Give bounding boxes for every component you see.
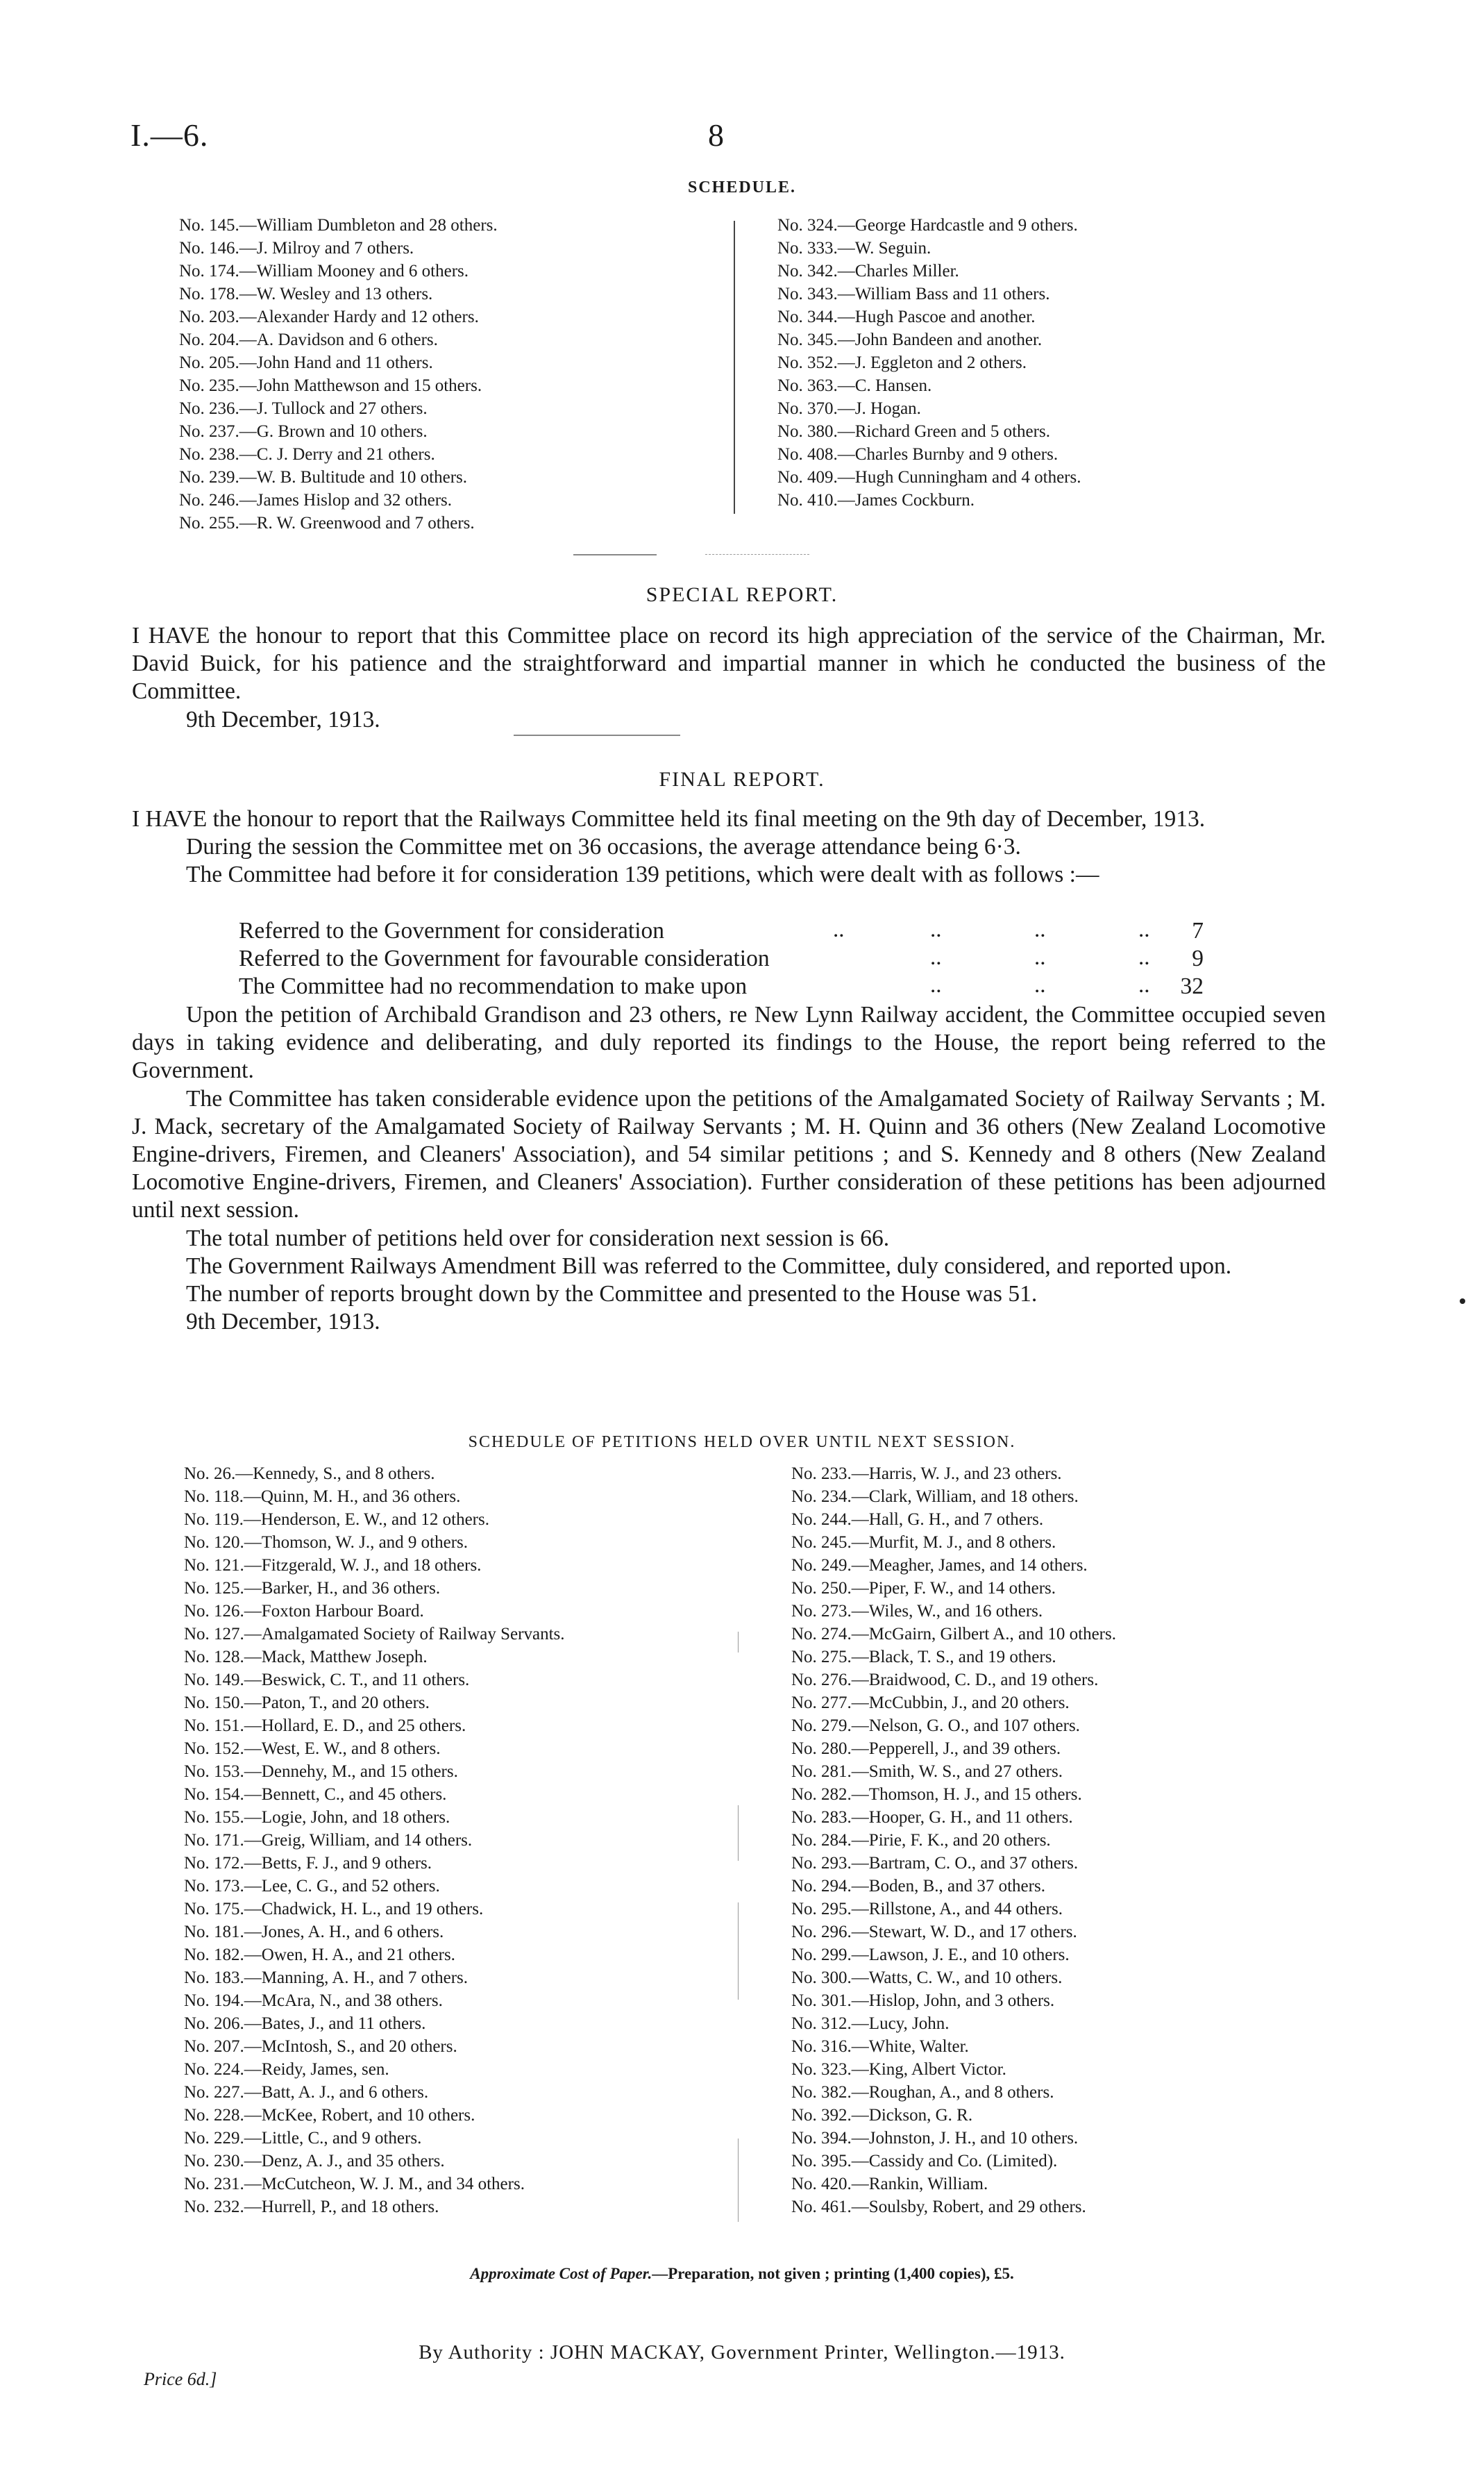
- final-report-p8: The number of reports brought down by the Committee and presented to the House was 51.: [186, 1281, 1038, 1307]
- held-over-entry: No. 461.—Soulsby, Robert, and 29 others.: [791, 2198, 1086, 2216]
- held-over-entry: No. 275.—Black, T. S., and 19 others.: [791, 1648, 1056, 1666]
- schedule-entry: No. 235.—John Matthewson and 15 others.: [179, 376, 482, 395]
- final-report-p7: The Government Railways Amendment Bill was referred to the Committee, duly considered, and reported upon.: [186, 1253, 1232, 1279]
- held-over-entry: No. 207.—McIntosh, S., and 20 others.: [184, 2037, 457, 2056]
- held-over-entry: No. 281.—Smith, W. S., and 27 others.: [791, 1762, 1063, 1781]
- schedule-entry: No. 344.—Hugh Pascoe and another.: [777, 308, 1036, 326]
- held-over-entry: No. 274.—McGairn, Gilbert A., and 10 others.: [791, 1625, 1116, 1643]
- held-over-entry: No. 194.—McAra, N., and 38 others.: [184, 1991, 443, 2010]
- held-over-entry: No. 155.—Logie, John, and 18 others.: [184, 1808, 450, 1827]
- held-over-entry: No. 228.—McKee, Robert, and 10 others.: [184, 2106, 475, 2125]
- special-report-date: 9th December, 1913.: [186, 706, 380, 733]
- schedule-entry: No. 145.—William Dumbleton and 28 others.: [179, 216, 498, 235]
- held-over-entry: No. 126.—Foxton Harbour Board.: [184, 1602, 424, 1621]
- divider: [514, 735, 680, 736]
- outcome-label: The Committee had no recommendation to make upon: [239, 973, 748, 1000]
- held-over-entry: No. 173.—Lee, C. G., and 52 others.: [184, 1877, 440, 1896]
- final-report-heading: FINAL REPORT.: [659, 768, 825, 791]
- outcome-value: 32: [1180, 973, 1204, 1000]
- schedule-entry: No. 345.—John Bandeen and another.: [777, 331, 1043, 349]
- held-over-entry: No. 206.—Bates, J., and 11 others.: [184, 2014, 426, 2033]
- held-over-entry: No. 128.—Mack, Matthew Joseph.: [184, 1648, 428, 1666]
- schedule-entry: No. 324.—George Hardcastle and 9 others.: [777, 216, 1078, 235]
- held-over-entry: No. 382.—Roughan, A., and 8 others.: [791, 2083, 1054, 2102]
- column-divider: [738, 1805, 739, 1861]
- held-over-entry: No. 295.—Rillstone, A., and 44 others.: [791, 1900, 1063, 1918]
- held-over-entry: No. 249.—Meagher, James, and 14 others.: [791, 1556, 1088, 1575]
- held-over-entry: No. 301.—Hislop, John, and 3 others.: [791, 1991, 1055, 2010]
- outcome-label: Referred to the Government for consideration: [239, 918, 665, 944]
- held-over-entry: No. 118.—Quinn, M. H., and 36 others.: [184, 1487, 461, 1506]
- held-over-entry: No. 294.—Boden, B., and 37 others.: [791, 1877, 1045, 1896]
- cost-text: —Preparation, not given ; printing (1,400 copies), £5.: [652, 2265, 1014, 2282]
- held-over-entry: No. 227.—Batt, A. J., and 6 others.: [184, 2083, 429, 2102]
- held-over-entry: No. 280.—Pepperell, J., and 39 others.: [791, 1739, 1061, 1758]
- special-report-body: [132, 622, 1326, 734]
- held-over-entry: No. 232.—Hurrell, P., and 18 others.: [184, 2198, 439, 2216]
- schedule-entry: No. 205.—John Hand and 11 others.: [179, 353, 433, 372]
- held-over-entry: No. 312.—Lucy, John.: [791, 2014, 950, 2033]
- held-over-entry: No. 149.—Beswick, C. T., and 11 others.: [184, 1671, 470, 1689]
- final-report-p4: Upon the petition of Archibald Grandison and 23 others, re New Lynn Railway accident, the Committee occupied seven days in taking evidence and deliberating, and duly reported its findings to the House, the report being referred to the Government.: [132, 1002, 1326, 1084]
- held-over-entry: No. 276.—Braidwood, C. D., and 19 others.: [791, 1671, 1099, 1689]
- schedule-entry: No. 370.—J. Hogan.: [777, 399, 921, 418]
- outcome-row: [239, 917, 1204, 945]
- held-over-entry: No. 121.—Fitzgerald, W. J., and 18 others.: [184, 1556, 482, 1575]
- outcome-value: 7: [1192, 918, 1204, 944]
- held-over-entry: No. 244.—Hall, G. H., and 7 others.: [791, 1510, 1044, 1529]
- page-number: 8: [708, 117, 724, 153]
- final-report-p5: The Committee has taken considerable evidence upon the petitions of the Amalgamated Society of Railway Servants ; M. J. Mack, secretary of the Amalgamated Society of Railway Servants ; M. H. Quinn and 36 others (New Zealand Locomotive Engine-drivers, Firemen, and Cleaners' Association), and 54 similar petitions ; and S. Kennedy and 8 others (New Zealand Locomotive Engine-drivers, Firemen, and Cleaners' Association). Further consideration of these petitions has been adjourned until next session.: [132, 1085, 1326, 1223]
- final-report-p3: The Committee had before it for consideration 139 petitions, which were dealt with as follows :—: [186, 862, 1099, 888]
- schedule-entry: No. 408.—Charles Burnby and 9 others.: [777, 445, 1059, 464]
- held-over-entry: No. 229.—Little, C., and 9 others.: [184, 2129, 422, 2148]
- held-over-entry: No. 181.—Jones, A. H., and 6 others.: [184, 1923, 444, 1941]
- cost-of-paper: [0, 2265, 1484, 2283]
- outcome-label: Referred to the Government for favourable consideration: [239, 946, 770, 972]
- final-report-p6: The total number of petitions held over for consideration next session is 66.: [186, 1225, 890, 1251]
- schedule-entry: No. 204.—A. Davidson and 6 others.: [179, 331, 438, 349]
- held-over-entry: No. 316.—White, Walter.: [791, 2037, 969, 2056]
- held-over-entry: No. 150.—Paton, T., and 20 others.: [184, 1693, 430, 1712]
- schedule-entry: No. 363.—C. Hansen.: [777, 376, 932, 395]
- held-over-entry: No. 299.—Lawson, J. E., and 10 others.: [791, 1946, 1070, 1964]
- held-over-entry: No. 127.—Amalgamated Society of Railway Servants.: [184, 1625, 565, 1643]
- held-over-entry: No. 282.—Thomson, H. J., and 15 others.: [791, 1785, 1082, 1804]
- special-report-heading: SPECIAL REPORT.: [646, 583, 838, 606]
- column-divider: [734, 221, 735, 514]
- final-report-date: 9th December, 1913.: [186, 1309, 380, 1335]
- divider: [573, 554, 657, 555]
- schedule-entry: No. 352.—J. Eggleton and 2 others.: [777, 353, 1027, 372]
- held-over-right-column: [791, 1462, 1116, 2218]
- schedule-entry: No. 236.—J. Tullock and 27 others.: [179, 399, 428, 418]
- schedule-entry: No. 203.—Alexander Hardy and 12 others.: [179, 308, 479, 326]
- held-over-entry: No. 245.—Murfit, M. J., and 8 others.: [791, 1533, 1056, 1552]
- held-over-entry: No. 26.—Kennedy, S., and 8 others.: [184, 1464, 435, 1483]
- schedule-entry: No. 146.—J. Milroy and 7 others.: [179, 239, 414, 258]
- held-over-entry: No. 152.—West, E. W., and 8 others.: [184, 1739, 441, 1758]
- held-over-entry: No. 172.—Betts, F. J., and 9 others.: [184, 1854, 432, 1873]
- held-over-entry: No. 171.—Greig, William, and 14 others.: [184, 1831, 473, 1850]
- schedule-entry: No. 238.—C. J. Derry and 21 others.: [179, 445, 435, 464]
- held-over-entry: No. 392.—Dickson, G. R.: [791, 2106, 973, 2125]
- held-over-entry: No. 296.—Stewart, W. D., and 17 others.: [791, 1923, 1077, 1941]
- petition-outcome-table: [239, 917, 1204, 1001]
- held-over-entry: No. 233.—Harris, W. J., and 23 others.: [791, 1464, 1062, 1483]
- held-over-entry: No. 277.—McCubbin, J., and 20 others.: [791, 1693, 1070, 1712]
- schedule-entry: No. 255.—R. W. Greenwood and 7 others.: [179, 514, 475, 533]
- final-report-body-bottom: [132, 1001, 1326, 1336]
- schedule-entry: No. 237.—G. Brown and 10 others.: [179, 422, 428, 441]
- held-over-entry: No. 323.—King, Albert Victor.: [791, 2060, 1006, 2079]
- final-report-body-top: [132, 805, 1326, 889]
- held-over-entry: No. 394.—Johnston, J. H., and 10 others.: [791, 2129, 1079, 2148]
- schedule-entry: No. 174.—William Mooney and 6 others.: [179, 262, 469, 281]
- held-over-entry: No. 154.—Bennett, C., and 45 others.: [184, 1785, 447, 1804]
- document-reference: I.—6.: [130, 117, 209, 153]
- column-divider: [738, 1632, 739, 1653]
- printer-authority: By Authority : JOHN MACKAY, Government Printer, Wellington.—1913.: [419, 2341, 1065, 2363]
- outcome-row: [239, 945, 1204, 973]
- schedule-right-column: [777, 214, 1081, 512]
- schedule-entry: No. 246.—James Hislop and 32 others.: [179, 491, 453, 510]
- final-report-p1: I HAVE the honour to report that the Railways Committee held its final meeting on the 9th day of December, 1913.: [132, 806, 1206, 832]
- held-over-entry: No. 234.—Clark, William, and 18 others.: [791, 1487, 1079, 1506]
- held-over-entry: No. 183.—Manning, A. H., and 7 others.: [184, 1968, 468, 1987]
- held-over-entry: No. 230.—Denz, A. J., and 35 others.: [184, 2152, 445, 2170]
- held-over-entry: No. 250.—Piper, F. W., and 14 others.: [791, 1579, 1056, 1598]
- schedule-entry: No. 380.—Richard Green and 5 others.: [777, 422, 1050, 441]
- held-over-entry: No. 395.—Cassidy and Co. (Limited).: [791, 2152, 1058, 2170]
- held-over-entry: No. 151.—Hollard, E. D., and 25 others.: [184, 1716, 466, 1735]
- cost-label: Approximate Cost of Paper.: [470, 2265, 652, 2282]
- held-over-left-column: [184, 1462, 565, 2218]
- column-divider: [738, 2139, 739, 2222]
- held-over-entry: No. 284.—Pirie, F. K., and 20 others.: [791, 1831, 1051, 1850]
- schedule-entry: No. 178.—W. Wesley and 13 others.: [179, 285, 433, 303]
- schedule-entry: No. 409.—Hugh Cunningham and 4 others.: [777, 468, 1081, 487]
- held-over-entry: No. 273.—Wiles, W., and 16 others.: [791, 1602, 1043, 1621]
- outcome-value: 9: [1192, 946, 1204, 972]
- held-over-title: SCHEDULE OF PETITIONS HELD OVER UNTIL NEXT SESSION.: [468, 1433, 1016, 1451]
- held-over-entry: No. 153.—Dennehy, M., and 15 others.: [184, 1762, 458, 1781]
- schedule-entry: No. 342.—Charles Miller.: [777, 262, 959, 281]
- held-over-entry: No. 283.—Hooper, G. H., and 11 others.: [791, 1808, 1073, 1827]
- price: Price 6d.]: [144, 2369, 217, 2389]
- schedule-entry: No. 343.—William Bass and 11 others.: [777, 285, 1050, 303]
- column-divider: [738, 1902, 739, 2000]
- held-over-entry: No. 420.—Rankin, William.: [791, 2175, 988, 2193]
- held-over-entry: No. 125.—Barker, H., and 36 others.: [184, 1579, 441, 1598]
- margin-mark: [1460, 1298, 1465, 1304]
- schedule-entry: No. 239.—W. B. Bultitude and 10 others.: [179, 468, 468, 487]
- held-over-entry: No. 300.—Watts, C. W., and 10 others.: [791, 1968, 1063, 1987]
- schedule-left-column: [179, 214, 498, 535]
- held-over-entry: No. 279.—Nelson, G. O., and 107 others.: [791, 1716, 1080, 1735]
- held-over-entry: No. 119.—Henderson, E. W., and 12 others.: [184, 1510, 489, 1529]
- schedule-entry: No. 410.—James Cockburn.: [777, 491, 975, 510]
- held-over-entry: No. 120.—Thomson, W. J., and 9 others.: [184, 1533, 469, 1552]
- schedule-title: SCHEDULE.: [687, 178, 797, 196]
- schedule-entry: No. 333.—W. Seguin.: [777, 239, 931, 258]
- held-over-entry: No. 175.—Chadwick, H. L., and 19 others.: [184, 1900, 484, 1918]
- outcome-row: [239, 973, 1204, 1001]
- held-over-entry: No. 231.—McCutcheon, W. J. M., and 34 others.: [184, 2175, 525, 2193]
- held-over-entry: No. 182.—Owen, H. A., and 21 others.: [184, 1946, 455, 1964]
- divider: [705, 554, 809, 555]
- special-report-text: I HAVE the honour to report that this Committee place on record its high appreciation of the service of the Chairman, Mr. David Buick, for his patience and the straightforward and impartial manner in which he conducted the business of the Committee.: [132, 623, 1326, 705]
- final-report-p2: During the session the Committee met on 36 occasions, the average attendance being 6·3.: [186, 834, 1021, 860]
- held-over-entry: No. 293.—Bartram, C. O., and 37 others.: [791, 1854, 1079, 1873]
- held-over-entry: No. 224.—Reidy, James, sen.: [184, 2060, 389, 2079]
